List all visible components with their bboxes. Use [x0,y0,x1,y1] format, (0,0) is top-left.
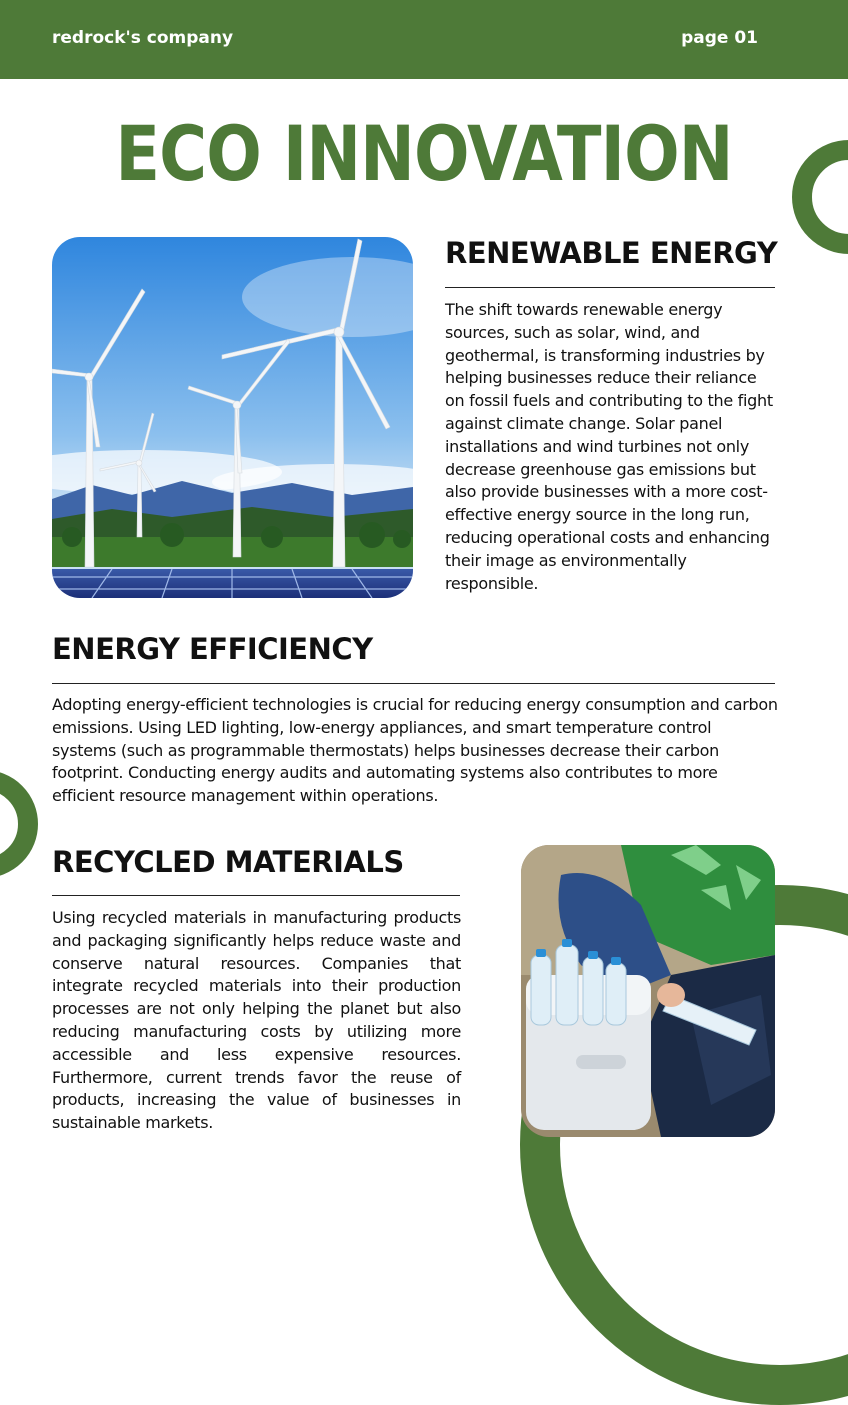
energy-efficiency-body: Adopting energy-efficient technologies is crucial for reducing energy consumption and carbon emissions. Using LED lighting, low-energy appliances, and smart temperature control systems (such as programmable thermostats) helps businesses decrease their carbon footprint. Conducting energy audits and automating systems also contributes to more efficient resource management within operations. [52,695,778,806]
wind-turbines-illustration [52,237,413,598]
plastic-bottle-recycling-photo [521,845,775,1137]
recycling-illustration [521,845,775,1137]
recycled-materials-divider [52,895,460,896]
decorative-ring-top-right [792,140,848,254]
energy-efficiency-heading: ENERGY EFFICIENCY [52,632,373,666]
company-name: redrock's company [52,28,234,48]
page-title: ECO INNOVATION [115,109,733,198]
recycled-materials-body: Using recycled materials in manufacturing products and packaging significantly helps reduce waste and conserve natural resources. Companies that integrate recycled materials into their production processes are not only helping the planet but also reducing manufacturing costs by utilizing more accessible and less expensive resources. Furthermore, current trends favor the reuse of products, increasing the value of businesses in sustainable markets. [52,908,461,1133]
decorative-ring-left [0,770,38,878]
renewable-energy-heading: RENEWABLE ENERGY [445,236,778,270]
renewable-energy-divider [445,287,775,288]
renewable-energy-body: The shift towards renewable energy sources, such as solar, wind, and geothermal, is transforming industries by helping businesses reduce their reliance on fossil fuels and contributing to the fight against climate change. Solar panel installations and wind turbines not only decrease greenhouse gas emissions but also provide businesses with a more cost-effective energy source in the long run, reducing operational costs and enhancing their image as environmentally responsible. [445,300,773,593]
page-number: page 01 [681,28,758,48]
recycled-materials-heading: RECYCLED MATERIALS [52,845,404,879]
header-bar [0,0,848,79]
energy-efficiency-divider [52,683,775,684]
wind-turbines-solar-panels-photo [52,237,413,598]
